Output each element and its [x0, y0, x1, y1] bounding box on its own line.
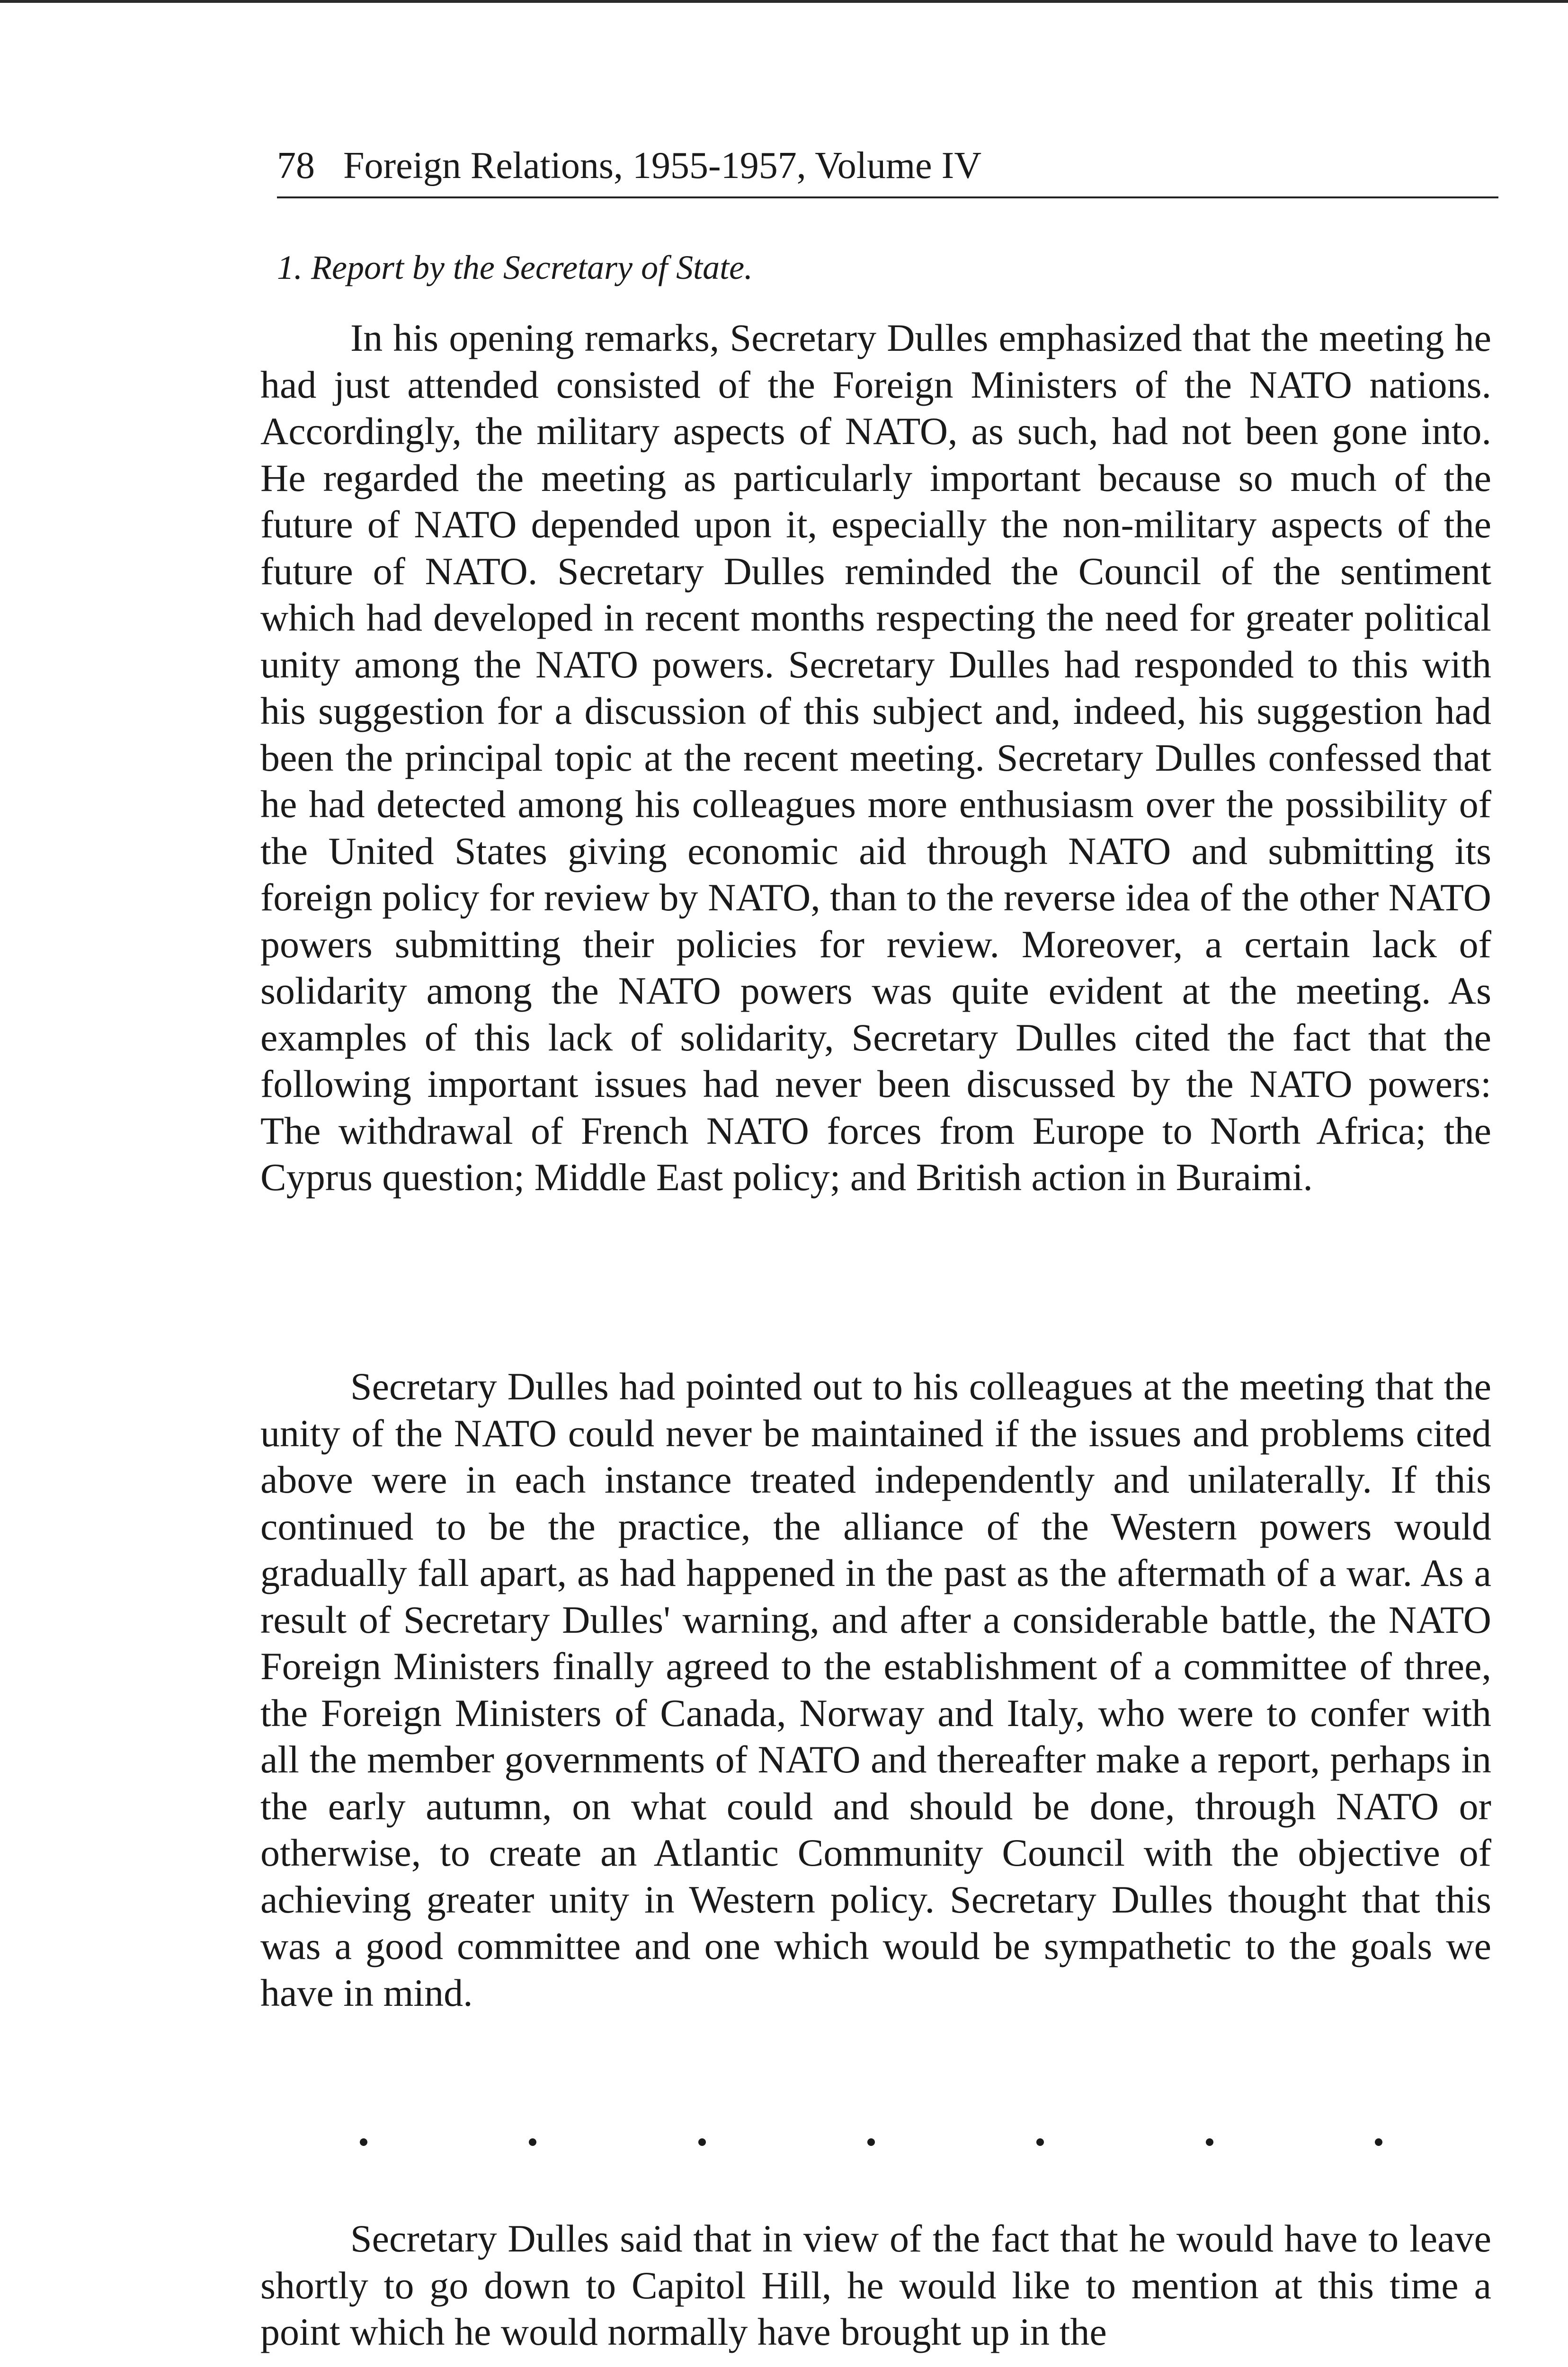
running-header: [277, 137, 1498, 194]
header-rule: [277, 196, 1498, 198]
paragraph-1: In his opening remarks, Secretary Dulles emphasized that the meeting he had just attended consisted of the Foreign Ministers of the NATO nations. Accordingly, the military aspects of NATO, as such, had not been gone into. He regarded the meeting as particularly important because so much of the future of NATO depended upon it, especially the non-military aspects of the future of NATO. Secretary Dulles reminded the Council of the sentiment which had developed in recent months respecting the need for greater political unity among the NATO powers. Secretary Dulles had responded to this with his suggestion for a discussion of this subject and, indeed, his suggestion had been the principal topic at the recent meeting. Secretary Dulles confessed that he had detected among his colleagues more enthusiasm over the possibility of the United States giving economic aid through NATO and submitting its foreign policy for review by NATO, than to the reverse idea of the other NATO powers submitting their policies for review. Moreover, a certain lack of solidarity among the NATO powers was quite evident at the meeting. As examples of this lack of solidarity, Secretary Dulles cited the fact that the following important issues had never been discussed by the NATO powers: The withdrawal of French NATO forces from Europe to North Africa; the Cyprus question; Middle East policy; and British action in Buraimi.: [260, 316, 1491, 1199]
ellipsis-dot: [529, 2138, 536, 2146]
ellipsis-dot: [698, 2138, 706, 2146]
paragraph-3: Secretary Dulles said that in view of the fact that he would have to leave shortly to go down to Capitol Hill, he would like to mention at this time a point which he would normally have brought up in the: [260, 2217, 1491, 2353]
scan-top-edge: [0, 0, 1568, 3]
ellipsis-dot: [867, 2138, 875, 2146]
section-break-dots: [360, 2128, 1382, 2156]
paragraph-2: Secretary Dulles had pointed out to his colleagues at the meeting that the unity of the NATO could never be maintained if the issues and problems cited above were in each instance treated independently and unilaterally. If this continued to be the practice, the alliance of the Western powers would gradually fall apart, as had happened in the past as the aftermath of a war. As a result of Secretary Dulles' warning, and after a considerable battle, the NATO Foreign Ministers finally agreed to the establishment of a committee of three, the Foreign Ministers of Canada, Norway and Italy, who were to confer with all the member governments of NATO and thereafter make a report, perhaps in the early autumn, on what could and should be done, through NATO or otherwise, to create an Atlantic Community Council with the objective of achieving greater unity in Western policy. Secretary Dulles thought that this was a good committee and one which would be sympathetic to the goals we have in mind.: [260, 1365, 1491, 2014]
ellipsis-dot: [1036, 2138, 1044, 2146]
volume-title: Foreign Relations, 1955-1957, Volume IV: [343, 145, 982, 187]
page-number: 78: [277, 145, 315, 187]
ellipsis-dot: [360, 2138, 367, 2146]
section-heading: 1. Report by the Secretary of State.: [277, 249, 753, 286]
ellipsis-dot: [1375, 2138, 1382, 2146]
ellipsis-dot: [1206, 2138, 1213, 2146]
